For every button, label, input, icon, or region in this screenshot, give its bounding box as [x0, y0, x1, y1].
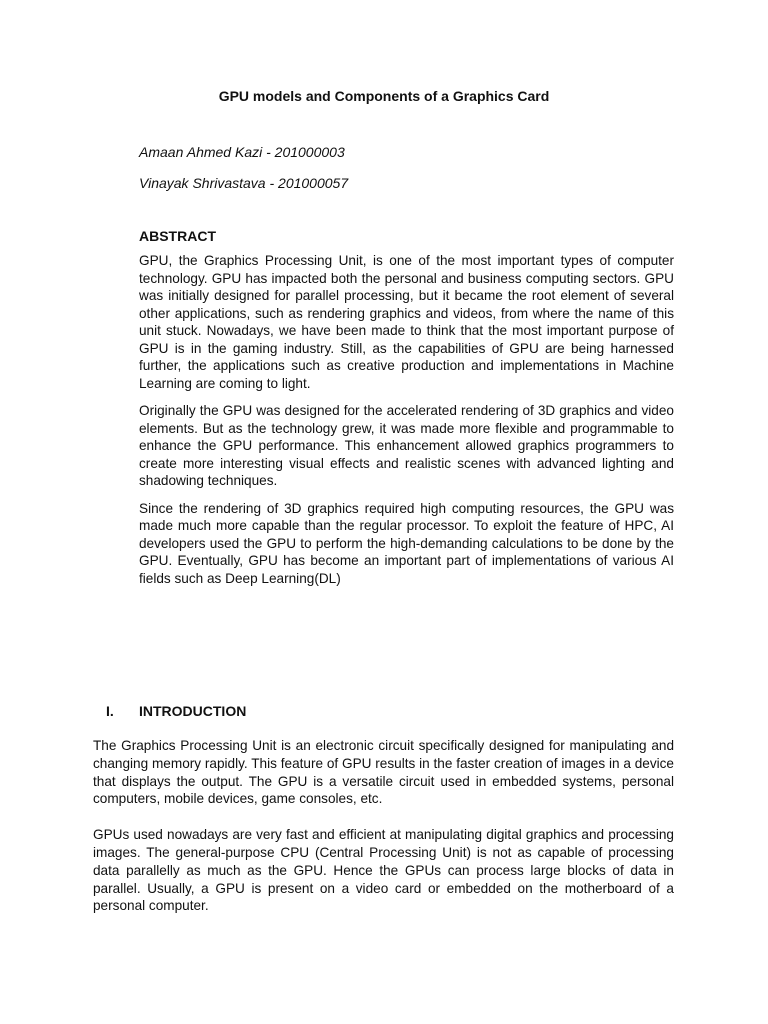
author-2: Vinayak Shrivastava - 201000057: [139, 175, 349, 191]
introduction-paragraph-2: GPUs used nowadays are very fast and efficient at manipulating digital graphics and processing images. The general-purpose CPU (Central Processing Unit) is not as capable of processing data parallelly as much as the GPU. Hence the GPUs can process large blocks of data in parallel. Usually, a GPU is present on a video card or embedded on the motherboard of a personal computer.: [93, 827, 674, 914]
introduction-heading: [106, 703, 246, 719]
introduction-body: [93, 737, 674, 933]
section-number: I.: [106, 703, 114, 719]
author-1: Amaan Ahmed Kazi - 201000003: [139, 144, 345, 160]
paper-title: GPU models and Components of a Graphics Card: [218, 88, 550, 104]
abstract-paragraph-3: Since the rendering of 3D graphics required high computing resources, the GPU was made much more capable than the regular processor. To exploit the feature of HPC, AI developers used the GPU to perform the high-demanding calculations to be done by the GPU. Eventually, GPU has become an important part of implementations of various AI fields such as Deep Learning(DL): [139, 500, 674, 586]
abstract-body: [139, 252, 674, 597]
abstract-heading: ABSTRACT: [139, 228, 216, 244]
section-title: INTRODUCTION: [139, 703, 247, 719]
introduction-paragraph-1: The Graphics Processing Unit is an electronic circuit specifically designed for manipulating and changing memory rapidly. This feature of GPU results in the faster creation of images in a device that displays the output. The GPU is a versatile circuit used in embedded systems, personal computers, mobile devices, game consoles, etc.: [93, 738, 674, 807]
abstract-paragraph-1: GPU, the Graphics Processing Unit, is one of the most important types of computer technology. GPU has impacted both the personal and business computing sectors. GPU was initially designed for parallel processing, but it became the root element of several other applications, such as rendering graphics and videos, from where the name of this unit stuck. Nowadays, we have been made to think that the most important purpose of GPU is in the gaming industry. Still, as the capabilities of GPU are being harnessed further, the applications such as creative production and implementations in Machine Learning are coming to light.: [139, 253, 674, 391]
abstract-paragraph-2: Originally the GPU was designed for the accelerated rendering of 3D graphics and video elements. But as the technology grew, it was made more flexible and programmable to enhance the GPU performance. This enhancement allowed graphics programmers to create more interesting visual effects and realistic scenes with advanced lighting and shadowing techniques.: [139, 403, 674, 488]
